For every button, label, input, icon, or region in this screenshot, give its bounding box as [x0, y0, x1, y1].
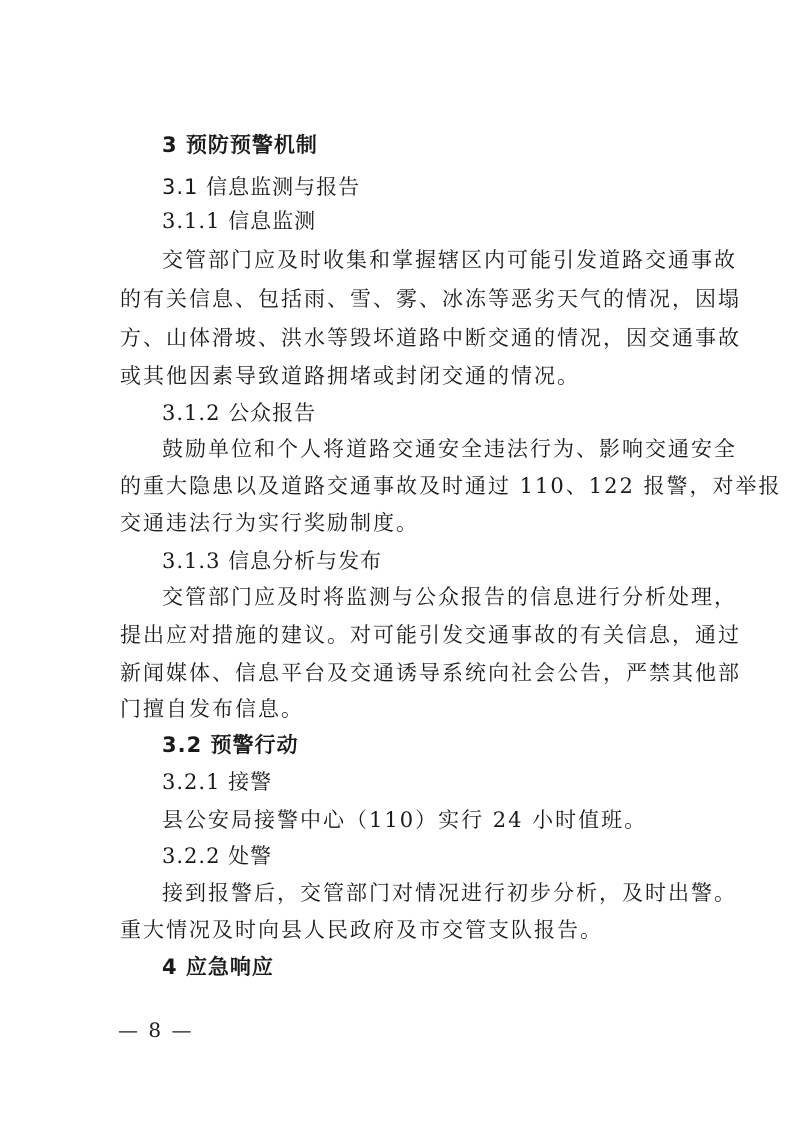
paragraph-line: 交管部门应及时将监测与公众报告的信息进行分析处理， — [162, 585, 737, 609]
section-heading-3-2-2: 3.2.2 处警 — [162, 844, 273, 868]
section-heading-3-1-1: 3.1.1 信息监测 — [162, 209, 317, 233]
paragraph-line: 重大情况及时向县人民政府及市交管支队报告。 — [120, 918, 603, 942]
paragraph-line: 方、山体滑坡、洪水等毁坏道路中断交通的情况，因交通事故 — [120, 326, 741, 350]
paragraph-line: 交通违法行为实行奖励制度。 — [120, 511, 419, 535]
section-heading-3-1: 3.1 信息监测与报告 — [162, 175, 361, 199]
paragraph-line: 交管部门应及时收集和掌握辖区内可能引发道路交通事故 — [162, 248, 737, 272]
section-heading-3-2: 3.2 预警行动 — [162, 733, 299, 757]
section-heading-3-2-1: 3.2.1 接警 — [162, 770, 273, 794]
paragraph-line: 的重大隐患以及道路交通事故及时通过 110、122 报警，对举报 — [120, 474, 782, 498]
section-heading-3: 3 预防预警机制 — [162, 133, 318, 157]
section-heading-4: 4 应急响应 — [162, 955, 274, 979]
paragraph-line: 接到报警后，交管部门对情况进行初步分析，及时出警。 — [162, 881, 737, 905]
paragraph-line: 或其他因素导致道路拥堵或封闭交通的情况。 — [120, 364, 580, 388]
paragraph-line: 的有关信息、包括雨、雪、雾、冰冻等恶劣天气的情况，因塌 — [120, 287, 741, 311]
paragraph-line: 门擅自发布信息。 — [120, 697, 304, 721]
paragraph-line: 提出应对措施的建议。对可能引发交通事故的有关信息，通过 — [120, 623, 741, 647]
paragraph-line: 县公安局接警中心（110）实行 24 小时值班。 — [162, 808, 648, 832]
section-heading-3-1-3: 3.1.3 信息分析与发布 — [162, 549, 383, 573]
page-number: — 8 — — [118, 1018, 194, 1042]
paragraph-line: 新闻媒体、信息平台及交通诱导系统向社会公告，严禁其他部 — [120, 661, 741, 685]
section-heading-3-1-2: 3.1.2 公众报告 — [162, 401, 317, 425]
paragraph-line: 鼓励单位和个人将道路交通安全违法行为、影响交通安全 — [162, 437, 737, 461]
